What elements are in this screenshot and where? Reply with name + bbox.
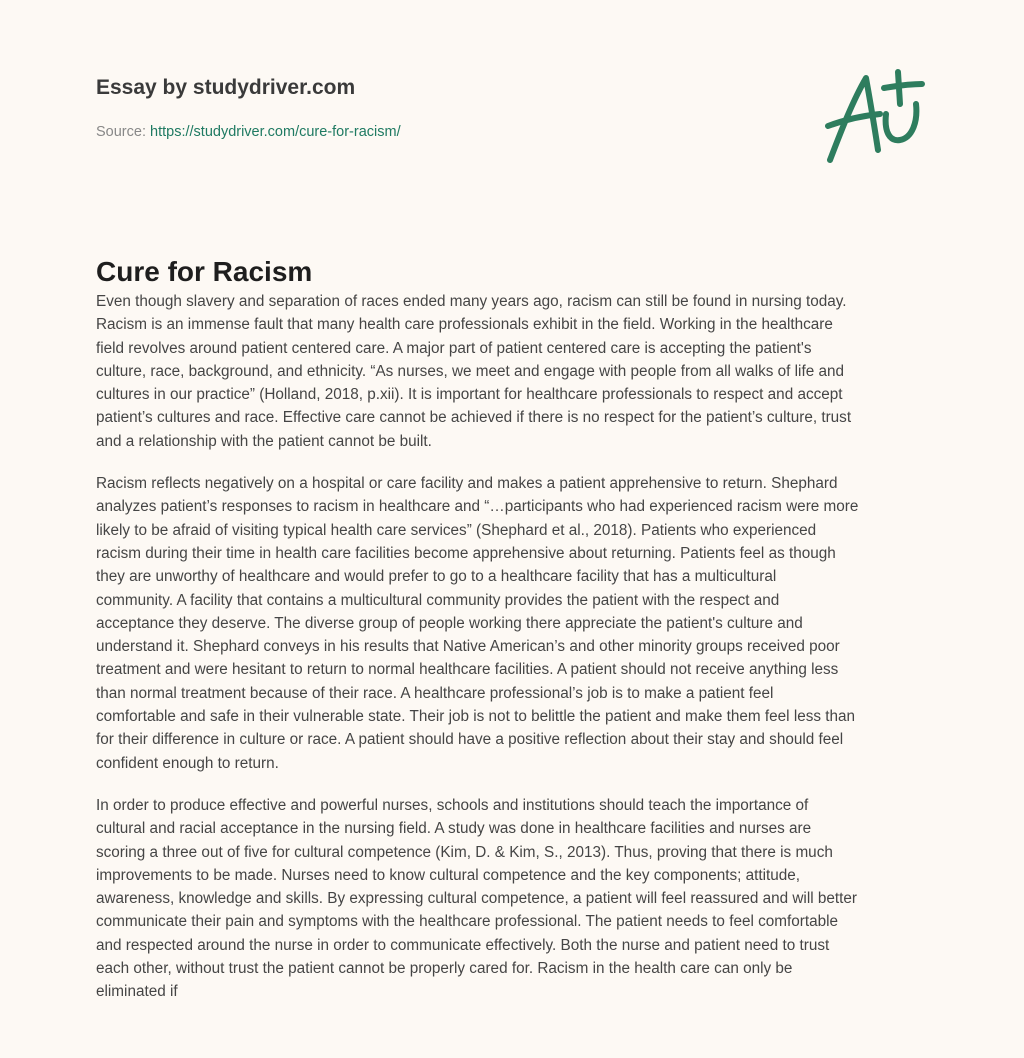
- paragraph-line: acceptance they deserve. The diverse group of people working there appreciate the patient's culture and: [96, 614, 803, 632]
- paragraph-line: they are unworthy of healthcare and would prefer to go to a healthcare facility that has a multicultural: [96, 568, 777, 586]
- paragraph-line: field revolves around patient centered care. A major part of patient centered care is accepting the patient's: [96, 339, 812, 357]
- paragraph-line: analyzes patient’s responses to racism in healthcare and “…participants who had experienced racism were more: [96, 498, 859, 516]
- paragraph-line: each other, without trust the patient cannot be properly cared for. Racism in the health care can only be: [96, 960, 793, 978]
- essay-body: [96, 290, 936, 1023]
- essay-paragraph: [96, 794, 936, 1004]
- essay-title: Cure for Racism: [96, 256, 313, 287]
- site-title: Essay by studydriver.com: [96, 76, 356, 99]
- paragraph-line: culture, race, background, and ethnicity. “As nurses, we meet and engage with people from all walks of life and: [96, 362, 844, 380]
- essay-paragraph: [96, 290, 936, 453]
- source-link[interactable]: https://studydriver.com/cure-for-racism/: [150, 124, 401, 140]
- paragraph-line: Racism reflects negatively on a hospital or care facility and makes a patient apprehensive to return. Shephard: [96, 475, 838, 493]
- paragraph-line: In order to produce effective and powerful nurses, schools and institutions should teach the importance of: [96, 796, 809, 814]
- paragraph-line: awareness, knowledge and skills. By expressing cultural competence, a patient will feel reassured and will better: [96, 890, 857, 908]
- source-label: Source:: [96, 124, 146, 140]
- essay-paragraph: [96, 472, 936, 775]
- paragraph-line: communicate their pain and symptoms with the healthcare professional. The patient needs to feel comfortable: [96, 913, 839, 931]
- paragraph-line: treatment and were hesitant to return to normal healthcare facilities. A patient should not receive anything less: [96, 661, 839, 679]
- paragraph-line: improvements to be made. Nurses need to know cultural competence and the key components; attitude,: [96, 866, 801, 884]
- source-line: [96, 124, 401, 140]
- paragraph-line: and a relationship with the patient cannot be built.: [96, 432, 432, 450]
- paragraph-line: confident enough to return.: [96, 754, 279, 772]
- paragraph-line: cultures in our practice” (Holland, 2018, p.xii). It is important for healthcare professionals to respect and accept: [96, 386, 843, 404]
- paragraph-line: scoring a three out of five for cultural competence (Kim, D. & Kim, S., 2013). Thus, proving that there is much: [96, 843, 833, 861]
- paragraph-line: patient’s cultures and race. Effective care cannot be achieved if there is no respect for the patient’s culture, trust: [96, 409, 852, 427]
- paragraph-line: comfortable and safe in their vulnerable state. Their job is not to belittle the patient and make them feel less than: [96, 708, 856, 726]
- paragraph-line: than normal treatment because of their race. A healthcare professional’s job is to make a patient feel: [96, 684, 774, 702]
- paragraph-line: understand it. Shephard conveys in his results that Native American’s and other minority groups received poor: [96, 638, 840, 656]
- paragraph-line: racism during their time in health care facilities become apprehensive about returning. Patients feel as though: [96, 544, 836, 562]
- paragraph-line: Even though slavery and separation of races ended many years ago, racism can still be found in nursing today.: [96, 293, 847, 310]
- paragraph-line: cultural and racial acceptance in the nursing field. A study was done in healthcare facilities and nurses are: [96, 820, 812, 838]
- paragraph-line: community. A facility that contains a multicultural community provides the patient with the respect and: [96, 591, 780, 609]
- paragraph-line: likely to be afraid of visiting typical health care services” (Shephard et al., 2018). Patients who experienced: [96, 521, 817, 539]
- a-plus-logo-icon: [820, 64, 930, 168]
- paragraph-line: for their difference in culture or race. A patient should have a positive reflection about their stay and should feel: [96, 731, 844, 749]
- paragraph-line: eliminated if: [96, 983, 178, 1001]
- paragraph-line: Racism is an immense fault that many health care professionals exhibit in the field. Working in the healthcare: [96, 316, 833, 334]
- paragraph-line: and respected around the nurse in order to communicate effectively. Both the nurse and patient need to trust: [96, 936, 830, 954]
